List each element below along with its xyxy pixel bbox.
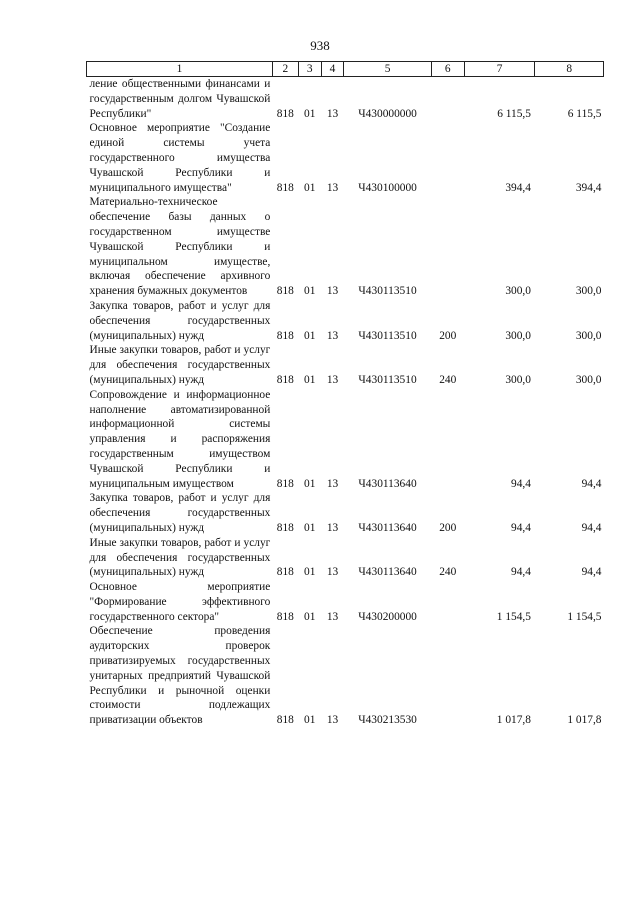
section-code: 01 bbox=[304, 714, 316, 727]
item-name: Основное мероприятие "Создание единой системы учета государственного имущества Чувашской Республики и муниципального имущества" bbox=[89, 122, 271, 194]
amount-col7: 300,0 bbox=[505, 285, 531, 298]
target-article-code: Ч430113640 bbox=[358, 566, 417, 579]
target-article-code: Ч430000000 bbox=[358, 107, 417, 120]
item-name: Обеспечение проведения аудиторских проверок приватизируемых государственных унитарных предприятий Чувашской Республики и рыночной оценки стоимости подлежащих приватизации объектов bbox=[89, 625, 271, 727]
expense-type-code bbox=[431, 388, 464, 492]
target-article-code: Ч430113510 bbox=[358, 373, 417, 386]
amount-col8: 6 115,5 bbox=[567, 107, 602, 120]
amount-col8: 94,4 bbox=[581, 566, 602, 579]
column-header: 7 bbox=[464, 62, 535, 77]
column-header: 8 bbox=[535, 62, 604, 77]
section-code: 01 bbox=[304, 477, 316, 490]
table-header-row bbox=[87, 62, 604, 77]
subsection-code: 13 bbox=[326, 373, 339, 386]
amount-col8: 1 017,8 bbox=[567, 714, 602, 727]
ministry-code: 818 bbox=[276, 285, 294, 298]
item-name: Закупка товаров, работ и услуг для обеспечения государственных (муниципальных) нужд bbox=[89, 299, 271, 342]
expense-type-code bbox=[431, 121, 464, 195]
item-name: Иные закупки товаров, работ и услуг для обеспечения государственных (муниципальных) нужд bbox=[89, 536, 271, 579]
amount-col8: 300,0 bbox=[575, 285, 602, 298]
section-code: 01 bbox=[304, 521, 316, 534]
target-article-code: Ч430113510 bbox=[358, 329, 417, 342]
item-name: Основное мероприятие "Формирование эффективного государственного сектора" bbox=[89, 581, 271, 623]
section-code: 01 bbox=[304, 610, 316, 623]
section-code: 01 bbox=[304, 107, 316, 120]
target-article-code: Ч430200000 bbox=[358, 610, 417, 623]
section-code: 01 bbox=[304, 566, 316, 579]
section-code: 01 bbox=[304, 329, 316, 342]
amount-col7: 394,4 bbox=[505, 181, 531, 194]
ministry-code: 818 bbox=[276, 373, 294, 386]
expense-type-code: 240 bbox=[439, 373, 457, 386]
table-row bbox=[87, 299, 604, 343]
table-row bbox=[87, 580, 604, 624]
ministry-code: 818 bbox=[276, 610, 294, 623]
ministry-code: 818 bbox=[276, 181, 294, 194]
expense-type-code: 200 bbox=[439, 521, 457, 534]
amount-col7: 300,0 bbox=[505, 329, 531, 342]
column-header: 6 bbox=[431, 62, 464, 77]
item-name: Закупка товаров, работ и услуг для обеспечения государственных (муниципальных) нужд bbox=[89, 492, 271, 534]
column-header: 2 bbox=[272, 62, 298, 77]
table-row bbox=[87, 195, 604, 299]
amount-col7: 1 017,8 bbox=[496, 714, 531, 727]
expense-type-code bbox=[431, 195, 464, 299]
amount-col8: 94,4 bbox=[581, 477, 602, 490]
table-row bbox=[87, 121, 604, 195]
column-header: 4 bbox=[321, 62, 344, 77]
subsection-code: 13 bbox=[326, 181, 339, 194]
amount-col8: 300,0 bbox=[575, 329, 602, 342]
page-number: 938 bbox=[310, 38, 330, 53]
ministry-code: 818 bbox=[276, 477, 294, 490]
subsection-code: 13 bbox=[326, 566, 339, 579]
amount-col7: 1 154,5 bbox=[496, 610, 531, 623]
expense-type-code: 240 bbox=[439, 566, 457, 579]
table-row bbox=[87, 77, 604, 122]
subsection-code: 13 bbox=[326, 521, 339, 534]
amount-col8: 94,4 bbox=[581, 521, 602, 534]
column-header: 1 bbox=[87, 62, 273, 77]
expense-type-code bbox=[431, 77, 464, 122]
amount-col7: 6 115,5 bbox=[497, 107, 531, 120]
expense-type-code: 200 bbox=[439, 329, 457, 342]
column-header: 5 bbox=[344, 62, 431, 77]
subsection-code: 13 bbox=[326, 329, 339, 342]
item-name: Материально-техническое обеспечение базы данных о государственном имуществе Чувашской Республики и муниципальном имуществе, включая обеспечение архивного хранения бумажных документов bbox=[89, 196, 271, 298]
ministry-code: 818 bbox=[276, 521, 294, 534]
subsection-code: 13 bbox=[326, 477, 339, 490]
item-name: Сопровождение и информационное наполнение автоматизированной информационной системы управления и распоряжения государственным имуществом Чувашской Республики и муниципальным имуществом bbox=[89, 388, 271, 490]
amount-col8: 300,0 bbox=[575, 373, 602, 386]
amount-col7: 300,0 bbox=[505, 373, 531, 386]
section-code: 01 bbox=[304, 181, 316, 194]
ministry-code: 818 bbox=[276, 714, 294, 727]
target-article-code: Ч430113510 bbox=[358, 285, 417, 298]
budget-table bbox=[86, 61, 604, 728]
target-article-code: Ч430113640 bbox=[358, 477, 417, 490]
subsection-code: 13 bbox=[326, 107, 339, 120]
subsection-code: 13 bbox=[326, 610, 339, 623]
table-row bbox=[87, 491, 604, 535]
table-row bbox=[87, 343, 604, 387]
column-header: 3 bbox=[298, 62, 321, 77]
amount-col7: 94,4 bbox=[511, 521, 531, 534]
ministry-code: 818 bbox=[276, 107, 294, 120]
target-article-code: Ч430213530 bbox=[358, 714, 417, 727]
target-article-code: Ч430100000 bbox=[358, 181, 417, 194]
expense-type-code bbox=[431, 580, 464, 624]
amount-col8: 394,4 bbox=[575, 181, 602, 194]
section-code: 01 bbox=[304, 285, 316, 298]
expense-type-code bbox=[431, 624, 464, 728]
amount-col8: 1 154,5 bbox=[567, 610, 602, 623]
target-article-code: Ч430113640 bbox=[358, 521, 417, 534]
table-row bbox=[87, 536, 604, 580]
ministry-code: 818 bbox=[276, 329, 294, 342]
subsection-code: 13 bbox=[326, 714, 339, 727]
table-row bbox=[87, 388, 604, 492]
amount-col7: 94,4 bbox=[511, 477, 531, 490]
section-code: 01 bbox=[304, 373, 316, 386]
subsection-code: 13 bbox=[326, 285, 339, 298]
item-name: ление общественными финансами и государственным долгом Чувашской Республики" bbox=[89, 78, 271, 120]
ministry-code: 818 bbox=[276, 566, 294, 579]
item-name: Иные закупки товаров, работ и услуг для обеспечения государственных (муниципальных) нужд bbox=[89, 344, 271, 386]
table-row bbox=[87, 624, 604, 728]
amount-col7: 94,4 bbox=[511, 566, 531, 579]
